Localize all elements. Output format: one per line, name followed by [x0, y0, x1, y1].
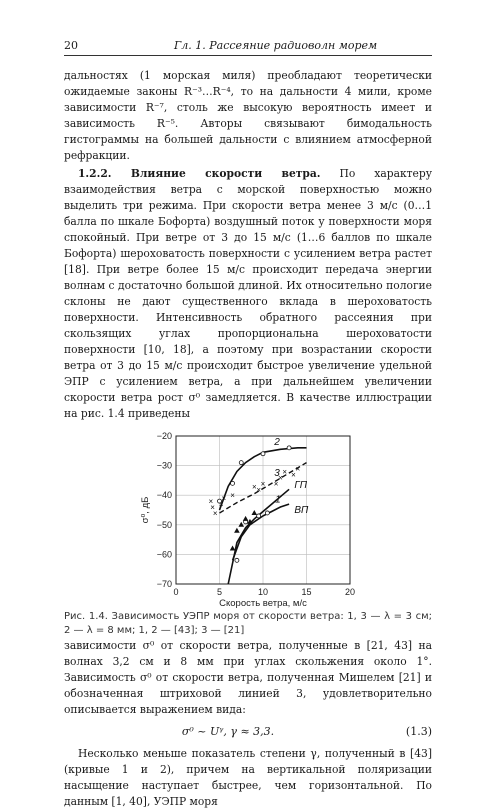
cross-point: × [278, 473, 283, 483]
cross-point: × [230, 491, 235, 501]
figure-1-4 [64, 428, 432, 608]
cross-point: × [295, 464, 301, 474]
paragraph-1: дальностях (1 морская миля) преобладают теоретически ожидаемые законы R⁻³…R⁻⁴, то на дальности 4 мили, кроме зависимости R⁻⁷, столь же высокую вероятность имеет и зависимость R⁻⁵. Авторы связывают бимодальность гистограммы на большей дальности с влиянием атмосферной рефракции. [64, 69, 432, 162]
wind-speed-chart [64, 428, 432, 608]
cross-point: × [291, 470, 296, 480]
formula-1-3 [64, 722, 432, 742]
running-title: Гл. 1. Рассеяние радиоволн морем [174, 39, 378, 52]
x-tick-label: 20 [344, 587, 356, 597]
cross-point: × [218, 500, 224, 510]
circle-point [239, 461, 243, 465]
triangle-point [243, 516, 249, 521]
paragraph-3: зависимости σ⁰ от скорости ветра, полученные в [21, 43] на волнах 3,2 см и 8 мм при углах скольжения около 1°. Зависимость σ⁰ от скорости ветра, полученная Мишелем [21] и обозначенная штриховой линией 3, удовлетворительно описывается выражением вида: [64, 639, 432, 716]
curve-label: ВП [294, 504, 309, 516]
triangle-point [238, 522, 244, 527]
cross-point: × [208, 497, 214, 507]
x-tick-label: 10 [257, 587, 269, 597]
y-axis-label: σ⁰, дБ [140, 496, 151, 524]
paragraph-2-text: По характеру взаимодействия ветра с морской поверхностью можно выделить три режима. При скорости ветра менее 3 м/с (0…1 балла по шкале Бофорта) воздушный поток у поверхности моря спокойный. При ветре от 3 до 15 м/с (1…6 баллов по шкале Бофорта) шероховатость поверхности с усилением ветра растет [18]. При ветре более 15 м/с происходит передача энергии волнам с достаточно большой длиной. Их относительно пологие склоны не дают существенного вклада в шероховатость поверхности. Интенсивность обратного рассеяния при скользящих углах пропорциональна шероховатости поверхности [10, 18], а поэтому при возрастании скорости ветра от 3 до 15 м/с происходит быстрое увеличение удельной ЭПР с усилением ветра, а при дальнейшем увеличении скорости ветра рост σ⁰ замедляется. В качестве иллюстрации на рис. 1.4 приведены [64, 167, 432, 420]
y-tick-label: −20 [156, 431, 172, 441]
paragraph-2 [64, 166, 432, 422]
curve-label: 1 [275, 494, 281, 506]
circle-point [265, 511, 269, 515]
section-title: 1.2.2. Влияние скорости ветра. [78, 167, 321, 180]
triangle-point [252, 510, 258, 515]
curve-label: 2 [274, 436, 280, 448]
cross-point: × [273, 479, 279, 489]
triangle-point [230, 545, 236, 550]
y-tick-label: −60 [156, 549, 172, 560]
formula-number: (1.3) [405, 725, 432, 738]
y-tick-label: −50 [156, 519, 172, 530]
y-tick-label: −40 [156, 490, 172, 501]
book-page [64, 38, 432, 810]
cross-point: × [221, 494, 227, 504]
running-header [64, 38, 432, 56]
circle-point [261, 452, 265, 456]
figure-caption: Рис. 1.4. Зависимость УЭПР моря от скорости ветра: 1, 3 — λ = 3 см; 2 — λ = 8 мм; 1, 2 — [43]; 3 — [21] [64, 611, 432, 636]
cross-point: × [251, 482, 257, 492]
triangle-point [234, 528, 240, 533]
paragraph-4: Несколько меньше показатель степени γ, полученный в [43] (кривые 1 и 2), причем на вертикальной поляризации насыщение наступает быстрее, чем горизонтальной. По данным [1, 40], УЭПР моря [64, 747, 432, 808]
x-axis-label: Скорость ветра, м/с [219, 598, 307, 608]
formula-expression: σ⁰ ~ Uᵞ, γ ≈ 3,3. [181, 725, 275, 738]
page-number: 20 [64, 39, 78, 52]
cross-point: × [212, 508, 218, 518]
circle-point [231, 481, 235, 485]
curve-label: 3 [274, 467, 280, 479]
cross-point: × [256, 485, 261, 495]
cross-point: × [260, 479, 266, 489]
cross-point: × [210, 503, 215, 513]
x-tick-label: 15 [301, 587, 312, 597]
circle-point [287, 446, 291, 450]
cross-point: × [282, 467, 288, 477]
circle-point [235, 558, 239, 562]
y-tick-label: −70 [156, 579, 172, 589]
y-tick-label: −30 [156, 460, 172, 471]
curve-label: ГП [294, 479, 308, 491]
circle-point [257, 514, 261, 518]
x-tick-label: 5 [216, 587, 223, 597]
x-tick-label: 0 [173, 587, 179, 597]
